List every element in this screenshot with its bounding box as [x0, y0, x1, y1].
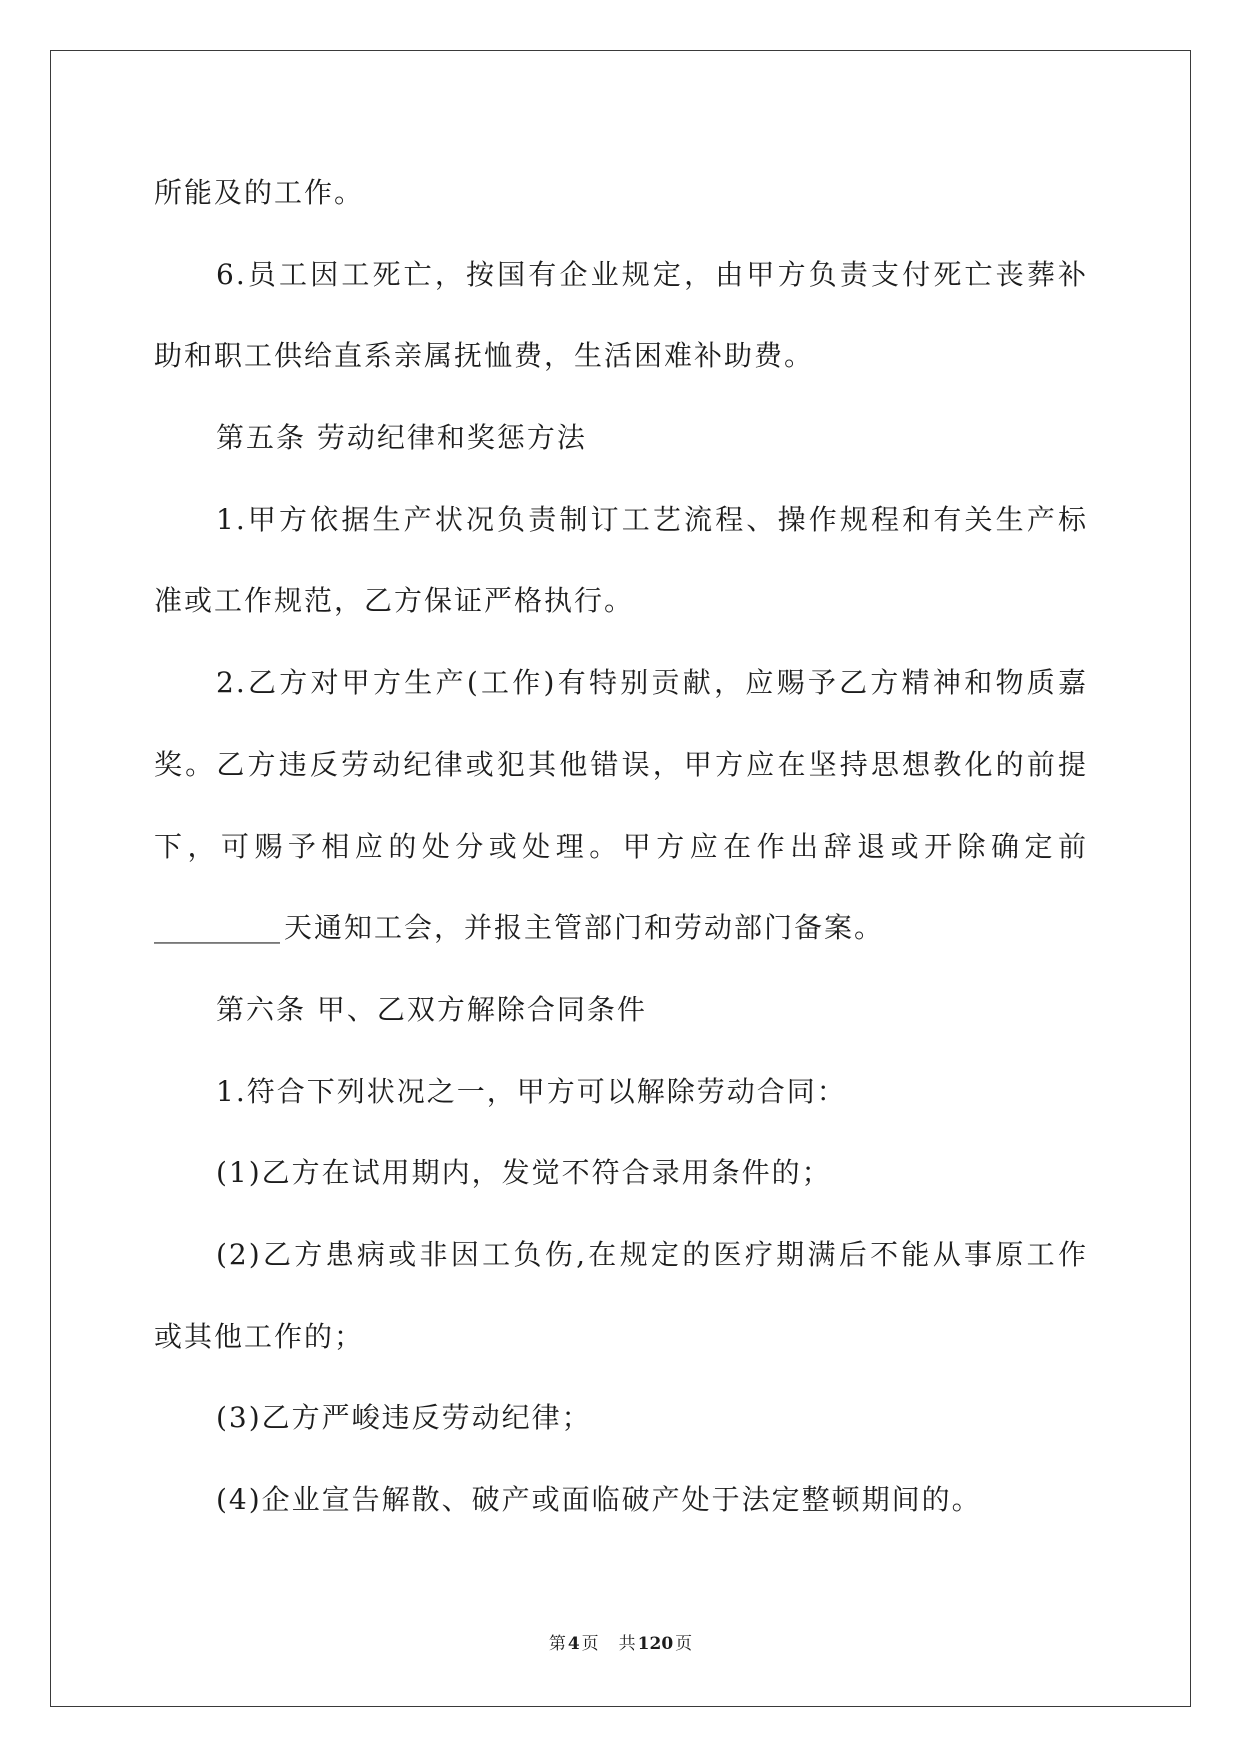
- body-line: 第六条 甲、乙双方解除合同条件: [216, 992, 647, 1026]
- paragraph: [154, 1051, 1088, 1133]
- article-heading: [154, 397, 1088, 479]
- paragraph: [154, 152, 1088, 234]
- article-heading: [154, 969, 1088, 1051]
- body-line: (1)乙方在试用期内，发觉不符合录用条件的；: [216, 1156, 832, 1190]
- body-line: 6.员工因工死亡，按国有企业规定，由甲方负责支付死亡丧葬补: [216, 257, 1088, 291]
- body-line: 第五条 劳动纪律和奖惩方法: [216, 421, 587, 455]
- body-line: (3)乙方严峻违反劳动纪律；: [216, 1401, 592, 1435]
- body-line-text: 天通知工会，并报主管部门和劳动部门备案。: [284, 911, 885, 945]
- body-line: 助和职工供给直系亲属抚恤费，生活困难补助费。: [154, 339, 815, 373]
- total-suffix: 页: [675, 1634, 693, 1654]
- paragraph: [154, 479, 1088, 642]
- fill-in-blank: _________: [154, 911, 280, 945]
- page-suffix: 页: [581, 1634, 599, 1654]
- body-line: (2)乙方患病或非因工负伤,在规定的医疗期满后不能从事原工作: [216, 1237, 1088, 1271]
- body-line: 奖。乙方违反劳动纪律或犯其他错误，甲方应在坚持思想教化的前提: [154, 747, 1088, 781]
- page-footer: [0, 1632, 1241, 1656]
- paragraph: [154, 642, 1088, 969]
- body-line: 下，可赐予相应的处分或处理。甲方应在作出辞退或开除确定前: [154, 829, 1088, 863]
- list-item: [154, 1377, 1088, 1459]
- total-page-count: 120: [637, 1634, 674, 1654]
- current-page-number: 4: [567, 1634, 580, 1654]
- body-line: 所能及的工作。: [154, 176, 365, 209]
- body-line: (4)企业宣告解散、破产或面临破产处于法定整顿期间的。: [216, 1483, 982, 1516]
- page-prefix: 第: [548, 1634, 566, 1654]
- body-line: 1.甲方依据生产状况负责制订工艺流程、操作规程和有关生产标: [216, 502, 1088, 536]
- list-item: [154, 1459, 1088, 1541]
- body-line: 1.符合下列状况之一，甲方可以解除劳动合同：: [216, 1074, 847, 1108]
- paragraph: [154, 234, 1088, 397]
- body-line: 2.乙方对甲方生产(工作)有特别贡献，应赐予乙方精神和物质嘉: [216, 666, 1088, 700]
- body-line: 或其他工作的；: [154, 1319, 365, 1353]
- body-line: 准或工作规范，乙方保证严格执行。: [154, 584, 635, 618]
- list-item: [154, 1214, 1088, 1377]
- body-line: [154, 887, 1088, 969]
- total-prefix: 共: [618, 1634, 636, 1654]
- list-item: [154, 1132, 1088, 1214]
- document-body: [154, 152, 1088, 1541]
